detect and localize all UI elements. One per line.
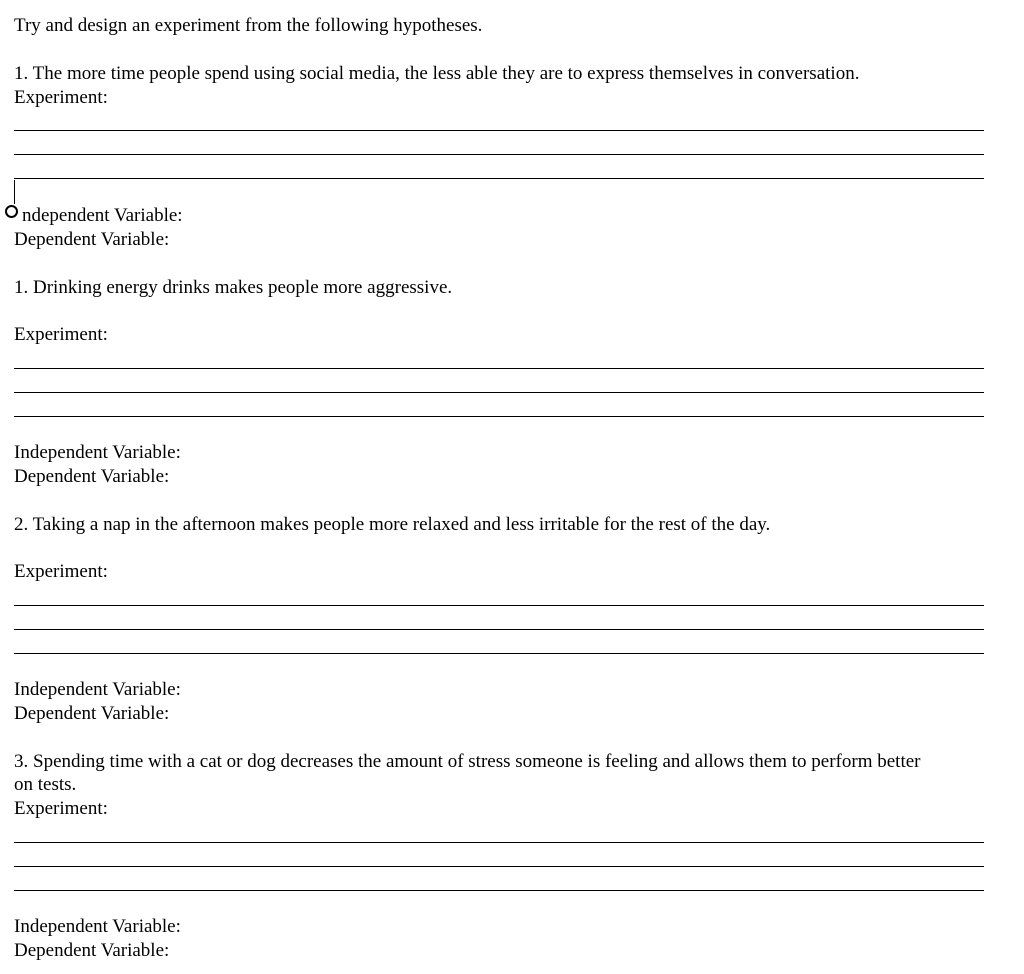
answer-line-4a[interactable] — [14, 842, 984, 843]
independent-variable-3-label: Independent Variable: — [14, 679, 181, 700]
hypothesis-1-text: 1. The more time people spend using social media, the less able they are to express themselves in conversation. — [14, 63, 860, 84]
answer-line-1c[interactable] — [14, 178, 984, 179]
text-cursor-bar — [14, 180, 15, 204]
answer-line-3b[interactable] — [14, 629, 984, 630]
answer-line-2a[interactable] — [14, 368, 984, 369]
experiment-3-label: Experiment: — [14, 561, 108, 582]
dependent-variable-4-label: Dependent Variable: — [14, 940, 170, 961]
dependent-variable-3-label: Dependent Variable: — [14, 703, 170, 724]
text-cursor-ring-icon — [5, 205, 18, 218]
independent-variable-4-label: Independent Variable: — [14, 916, 181, 937]
experiment-1-label: Experiment: — [14, 87, 108, 108]
experiment-4-label: Experiment: — [14, 798, 108, 819]
independent-variable-2-label: Independent Variable: — [14, 442, 181, 463]
answer-line-4b[interactable] — [14, 866, 984, 867]
experiment-2-label: Experiment: — [14, 324, 108, 345]
answer-line-3c[interactable] — [14, 653, 984, 654]
hypothesis-4-text-line2: on tests. — [14, 774, 77, 795]
independent-variable-1-label: ndependent Variable: — [22, 205, 183, 226]
answer-line-1a[interactable] — [14, 130, 984, 131]
answer-line-3a[interactable] — [14, 605, 984, 606]
answer-line-4c[interactable] — [14, 890, 984, 891]
dependent-variable-2-label: Dependent Variable: — [14, 466, 170, 487]
hypothesis-3-text: 2. Taking a nap in the afternoon makes people more relaxed and less irritable for the rest of the day. — [14, 514, 771, 535]
answer-line-2c[interactable] — [14, 416, 984, 417]
answer-line-1b[interactable] — [14, 154, 984, 155]
intro-text: Try and design an experiment from the following hypotheses. — [14, 15, 483, 36]
dependent-variable-1-label: Dependent Variable: — [14, 229, 170, 250]
hypothesis-4-text-line1: 3. Spending time with a cat or dog decreases the amount of stress someone is feeling and allows them to perform better — [14, 751, 921, 772]
hypothesis-2-text: 1. Drinking energy drinks makes people more aggressive. — [14, 277, 453, 298]
answer-line-2b[interactable] — [14, 392, 984, 393]
